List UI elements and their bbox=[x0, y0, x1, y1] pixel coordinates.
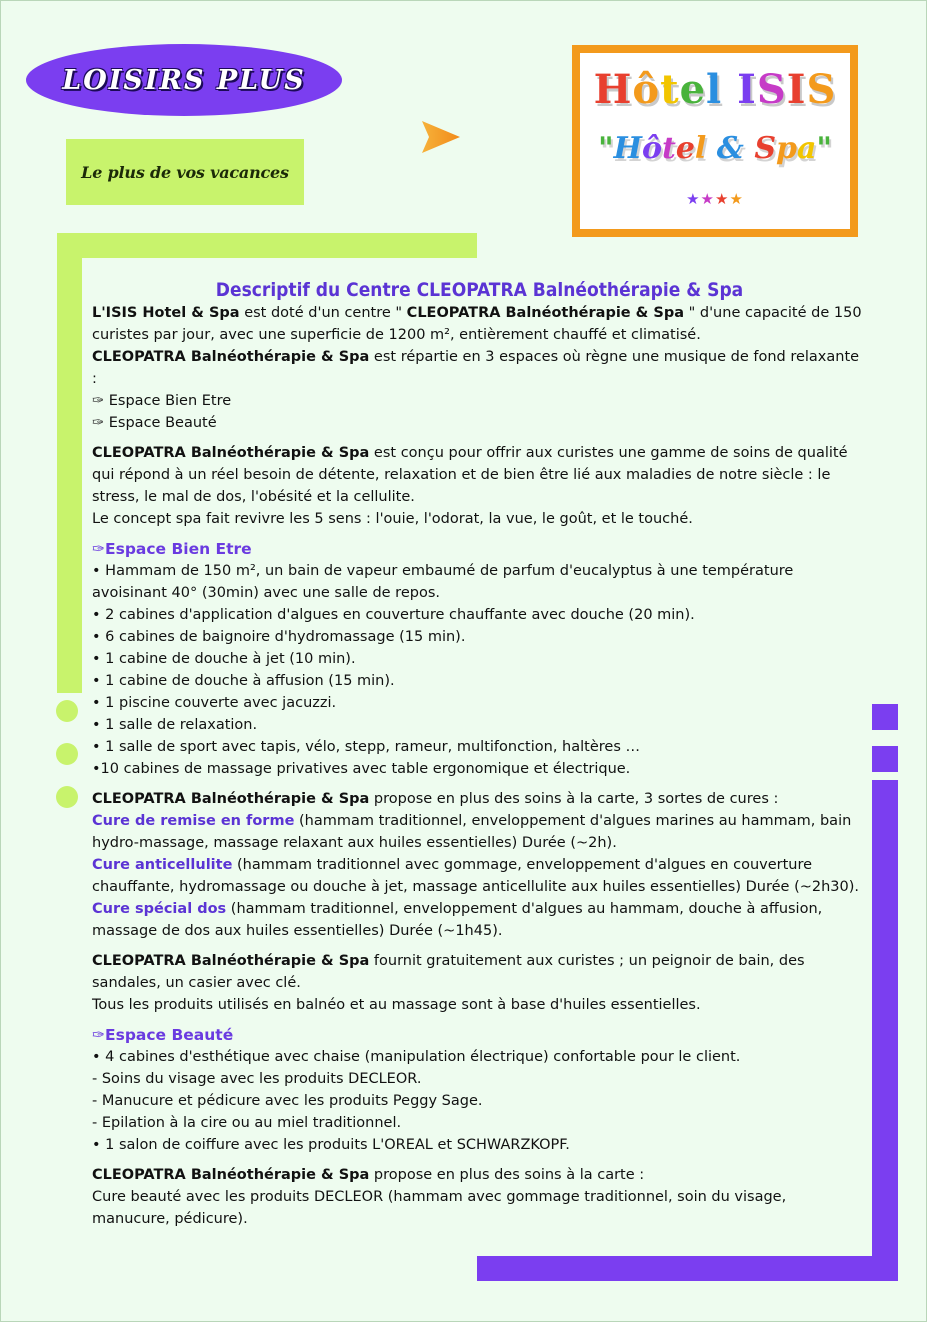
intro-paragraph bbox=[92, 302, 867, 346]
tagline: Le plus de vos vacances bbox=[81, 162, 289, 182]
bien-etre-item: • 1 salle de sport avec tapis, vélo, stepp, rameur, multifonction, haltères … bbox=[92, 739, 640, 755]
bien-etre-item: •10 cabines de massage privatives avec table ergonomique et électrique. bbox=[92, 761, 631, 777]
cure-item bbox=[92, 898, 867, 942]
section-title-text: Espace Bien Etre bbox=[105, 540, 252, 558]
brand-name: CLEOPATRA Balnéothérapie & Spa bbox=[92, 953, 370, 969]
text: propose en plus des soins à la carte, 3 sortes de cures : bbox=[369, 791, 779, 807]
section-title-beaute bbox=[92, 1024, 867, 1046]
arrow-right-icon bbox=[420, 119, 462, 155]
purple-bar-right bbox=[872, 780, 898, 1281]
banner-oval bbox=[26, 44, 342, 116]
green-dot bbox=[56, 743, 78, 765]
purple-square bbox=[872, 704, 898, 730]
green-bar-left bbox=[57, 233, 82, 693]
beaute-item: - Manucure et pédicure avec les produits Peggy Sage. bbox=[92, 1093, 483, 1109]
section-title-bien-etre bbox=[92, 538, 867, 560]
brand-name: L'ISIS Hotel & Spa bbox=[92, 305, 240, 321]
space-list-item bbox=[92, 412, 867, 434]
bien-etre-item: • 2 cabines d'application d'algues en couverture chauffante avec douche (20 min). bbox=[92, 607, 695, 623]
cure-item bbox=[92, 854, 867, 898]
beaute-item: • 1 salon de coiffure avec les produits L'OREAL et SCHWARZKOPF. bbox=[92, 1137, 570, 1153]
text: est répartie en 3 espaces où règne une musique de fond relaxante : bbox=[92, 349, 860, 387]
beaute-item: • 4 cabines d'esthétique avec chaise (manipulation électrique) confortable pour le client. bbox=[92, 1049, 741, 1065]
green-dot bbox=[56, 700, 78, 722]
cure-name: Cure de remise en forme bbox=[92, 813, 295, 829]
bien-etre-item: • 6 cabines de baignoire d'hydromassage (15 min). bbox=[92, 629, 466, 645]
text: propose en plus des soins à la carte : bbox=[369, 1167, 645, 1183]
cures-intro bbox=[92, 788, 867, 810]
cures-list bbox=[92, 810, 867, 942]
bien-etre-item: • Hammam de 150 m², un bain de vapeur embaumé de parfum d'eucalyptus à une température avoisinant 40° (30min) avec une salle de repos. bbox=[92, 563, 794, 601]
cure-description: (hammam traditionnel, enveloppement d'algues au hammam, douche à affusion, massage de dos aux huiles essentielles) Durée (~1h45). bbox=[92, 901, 823, 939]
bien-etre-item: • 1 piscine couverte avec jacuzzi. bbox=[92, 695, 337, 711]
text: est doté d'un centre " bbox=[239, 305, 407, 321]
bien-etre-list bbox=[92, 560, 867, 780]
green-dot bbox=[56, 786, 78, 808]
beaute-item: - Epilation à la cire ou au miel traditionnel. bbox=[92, 1115, 402, 1131]
text: fournit gratuitement aux curistes ; un peignoir de bain, des sandales, un casier avec clé. bbox=[92, 953, 805, 991]
text: " d'une capacité de 150 curistes par jour, avec une superficie de 1200 m², entièrement chauffé et climatisé. bbox=[92, 305, 862, 343]
brand-name: CLEOPATRA Balnéothérapie & Spa bbox=[92, 1167, 370, 1183]
brand-name: CLEOPATRA Balnéothérapie & Spa bbox=[92, 349, 370, 365]
section-title-text: Espace Beauté bbox=[105, 1026, 234, 1044]
main-content bbox=[92, 278, 867, 1230]
purple-square bbox=[872, 746, 898, 772]
cure-description: (hammam traditionnel, enveloppement d'algues marines au hammam, bain hydro-massage, massage relaxant aux huiles essentielles) Durée (~2h). bbox=[92, 813, 852, 851]
bien-etre-item: • 1 cabine de douche à affusion (15 min). bbox=[92, 673, 395, 689]
concept-senses: Le concept spa fait revivre les 5 sens : l'ouie, l'odorat, la vue, le goût, et le touché. bbox=[92, 511, 693, 527]
brand-name: CLEOPATRA Balnéothérapie & Spa bbox=[406, 305, 684, 321]
spaces-intro bbox=[92, 346, 867, 390]
leaf-icon: ✑ bbox=[92, 415, 105, 431]
leaf-icon: ✑ bbox=[92, 540, 105, 558]
space-list-item bbox=[92, 390, 867, 412]
purple-bar-bottom bbox=[477, 1256, 898, 1281]
cure-description: (hammam traditionnel avec gommage, enveloppement d'algues en couverture chauffante, hydromassage ou douche à jet, massage anticellulite aux huiles essentielles) Durée (~2h30). bbox=[92, 857, 860, 895]
logo-title: Hôtel ISIS bbox=[593, 66, 837, 113]
bien-etre-item: • 1 cabine de douche à jet (10 min). bbox=[92, 651, 356, 667]
cure-item bbox=[92, 810, 867, 854]
text: est conçu pour offrir aux curistes une gamme de soins de qualité qui répond à un réel besoin de détente, relaxation et de bien être lié aux maladies de notre siècle : le stress, le mal de dos, l'obésité et la cellulite. bbox=[92, 445, 848, 505]
page-title: Descriptif du Centre CLEOPATRA Balnéothérapie & Spa bbox=[215, 279, 744, 301]
logo-subtitle: "Hôtel & Spa" bbox=[597, 131, 833, 166]
leaf-icon: ✑ bbox=[92, 1026, 105, 1044]
cure-name: Cure anticellulite bbox=[92, 857, 233, 873]
banner-title: LOISIRS PLUS bbox=[62, 64, 306, 96]
beaute-item: - Soins du visage avec les produits DECLEOR. bbox=[92, 1071, 422, 1087]
cure-name: Cure spécial dos bbox=[92, 901, 227, 917]
products-note: Tous les produits utilisés en balnéo et au massage sont à base d'huiles essentielles. bbox=[92, 997, 701, 1013]
hotel-logo bbox=[572, 45, 858, 237]
space-name: Espace Bien Etre bbox=[108, 393, 232, 409]
tagline-box bbox=[66, 139, 304, 205]
logo-stars: ★★★★ bbox=[686, 190, 744, 208]
closing-paragraph bbox=[92, 1164, 867, 1186]
amenities-paragraph bbox=[92, 950, 867, 994]
brand-name: CLEOPATRA Balnéothérapie & Spa bbox=[92, 445, 370, 461]
beaute-list bbox=[92, 1046, 867, 1156]
space-name: Espace Beauté bbox=[108, 415, 217, 431]
bien-etre-item: • 1 salle de relaxation. bbox=[92, 717, 258, 733]
closing-cure: Cure beauté avec les produits DECLEOR (hammam avec gommage traditionnel, soin du visage, manucure, pédicure). bbox=[92, 1189, 787, 1227]
leaf-icon: ✑ bbox=[92, 393, 105, 409]
green-bar-top bbox=[57, 233, 477, 258]
brand-name: CLEOPATRA Balnéothérapie & Spa bbox=[92, 791, 370, 807]
concept-paragraph bbox=[92, 442, 867, 508]
